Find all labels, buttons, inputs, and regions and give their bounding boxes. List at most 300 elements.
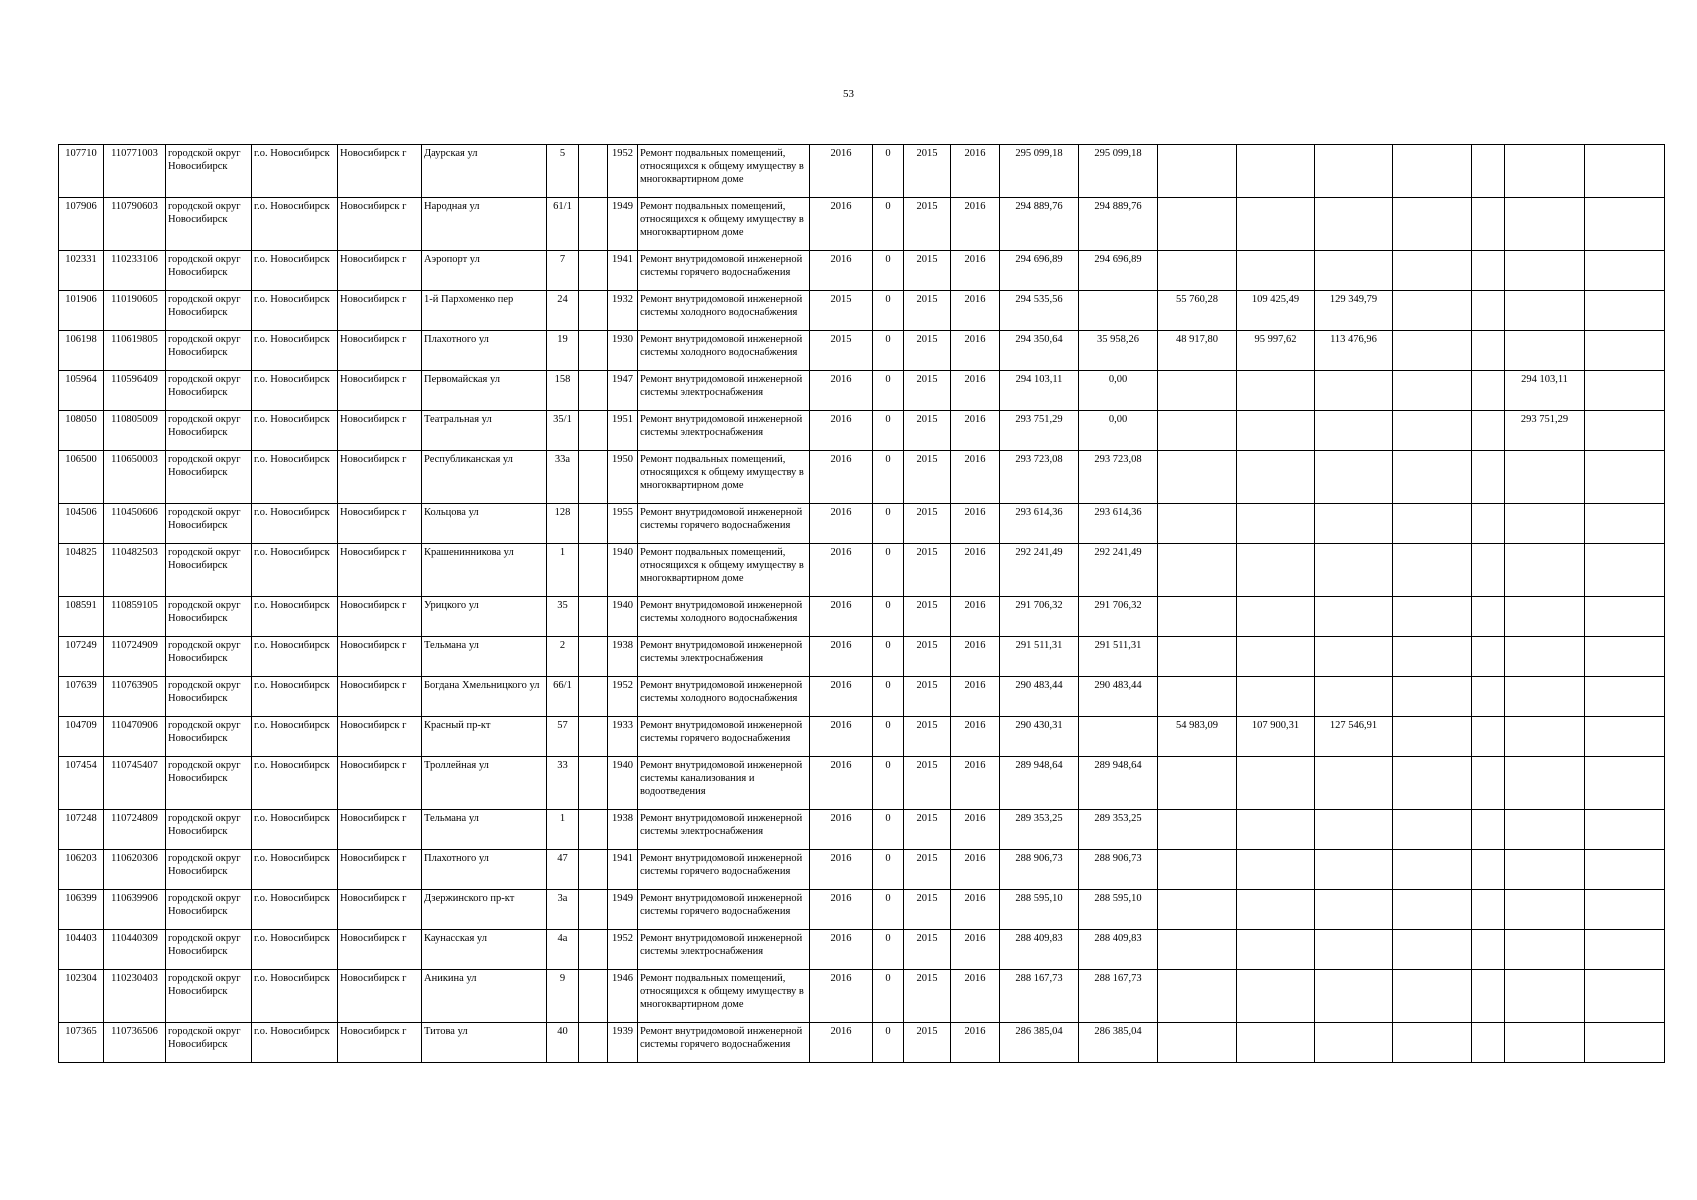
table-row	[59, 810, 1665, 850]
house-letter	[579, 717, 608, 757]
total-cost: 294 535,56	[1000, 291, 1079, 331]
city: Новосибирск г	[338, 371, 422, 411]
work-type: Ремонт внутридомовой инженерной системы электроснабжения	[638, 371, 810, 411]
municipality: городской округ Новосибирск	[166, 930, 252, 970]
settlement: г.о. Новосибирск	[252, 1023, 338, 1063]
object-code: 110596409	[104, 371, 166, 411]
object-code: 110745407	[104, 757, 166, 810]
end-year: 2016	[951, 677, 1000, 717]
table-row	[59, 637, 1665, 677]
cost-col-1: 289 948,64	[1079, 757, 1158, 810]
cost-col-5	[1393, 717, 1472, 757]
table-row	[59, 291, 1665, 331]
plan-year: 2016	[810, 970, 873, 1023]
work-type: Ремонт подвальных помещений, относящихся к общему имуществу в многоквартирном доме	[638, 970, 810, 1023]
house-number: 3а	[547, 890, 579, 930]
work-type: Ремонт внутридомовой инженерной системы горячего водоснабжения	[638, 1023, 810, 1063]
street: 1-й Пархоменко пер	[422, 291, 547, 331]
object-id: 107906	[59, 198, 104, 251]
cost-col-2	[1158, 504, 1237, 544]
table-row	[59, 717, 1665, 757]
municipality: городской округ Новосибирск	[166, 890, 252, 930]
cost-col-6	[1505, 637, 1585, 677]
municipality: городской округ Новосибирск	[166, 637, 252, 677]
cost-col-7	[1585, 544, 1665, 597]
object-id: 106500	[59, 451, 104, 504]
cost-col-2: 54 983,09	[1158, 717, 1237, 757]
cost-col-6	[1505, 850, 1585, 890]
object-id: 104403	[59, 930, 104, 970]
plan-year: 2016	[810, 1023, 873, 1063]
start-year: 2015	[904, 251, 951, 291]
house-number: 128	[547, 504, 579, 544]
object-id: 108050	[59, 411, 104, 451]
cost-col-7	[1585, 717, 1665, 757]
spacer-cell	[1472, 251, 1505, 291]
municipality: городской округ Новосибирск	[166, 145, 252, 198]
cost-col-7	[1585, 597, 1665, 637]
street: Красный пр-кт	[422, 717, 547, 757]
plan-year: 2016	[810, 145, 873, 198]
city: Новосибирск г	[338, 1023, 422, 1063]
flag-value: 0	[873, 544, 904, 597]
cost-col-1: 291 706,32	[1079, 597, 1158, 637]
street: Аникина ул	[422, 970, 547, 1023]
plan-year: 2016	[810, 810, 873, 850]
spacer-cell	[1472, 597, 1505, 637]
cost-col-3	[1237, 970, 1315, 1023]
plan-year: 2016	[810, 890, 873, 930]
cost-col-4	[1315, 637, 1393, 677]
start-year: 2015	[904, 198, 951, 251]
cost-col-3	[1237, 251, 1315, 291]
cost-col-6	[1505, 1023, 1585, 1063]
municipality: городской округ Новосибирск	[166, 544, 252, 597]
cost-col-6	[1505, 757, 1585, 810]
cost-col-4	[1315, 850, 1393, 890]
cost-col-1: 289 353,25	[1079, 810, 1158, 850]
cost-col-6	[1505, 717, 1585, 757]
house-number: 1	[547, 810, 579, 850]
house-number: 4а	[547, 930, 579, 970]
settlement: г.о. Новосибирск	[252, 717, 338, 757]
cost-col-2	[1158, 970, 1237, 1023]
settlement: г.о. Новосибирск	[252, 411, 338, 451]
municipality: городской округ Новосибирск	[166, 810, 252, 850]
object-id: 105964	[59, 371, 104, 411]
house-letter	[579, 291, 608, 331]
cost-col-4: 113 476,96	[1315, 331, 1393, 371]
cost-col-4	[1315, 145, 1393, 198]
spacer-cell	[1472, 930, 1505, 970]
work-type: Ремонт внутридомовой инженерной системы горячего водоснабжения	[638, 717, 810, 757]
table-row	[59, 890, 1665, 930]
table-body	[59, 145, 1665, 1063]
cost-col-4	[1315, 198, 1393, 251]
table-row	[59, 145, 1665, 198]
total-cost: 289 948,64	[1000, 757, 1079, 810]
cost-col-2	[1158, 145, 1237, 198]
total-cost: 289 353,25	[1000, 810, 1079, 850]
object-id: 104825	[59, 544, 104, 597]
work-type: Ремонт подвальных помещений, относящихся к общему имуществу в многоквартирном доме	[638, 145, 810, 198]
house-letter	[579, 890, 608, 930]
start-year: 2015	[904, 544, 951, 597]
house-letter	[579, 677, 608, 717]
start-year: 2015	[904, 970, 951, 1023]
end-year: 2016	[951, 890, 1000, 930]
work-type: Ремонт внутридомовой инженерной системы холодного водоснабжения	[638, 597, 810, 637]
city: Новосибирск г	[338, 145, 422, 198]
work-type: Ремонт внутридомовой инженерной системы горячего водоснабжения	[638, 251, 810, 291]
cost-col-1: 294 889,76	[1079, 198, 1158, 251]
cost-col-6	[1505, 504, 1585, 544]
total-cost: 294 696,89	[1000, 251, 1079, 291]
street: Троллейная ул	[422, 757, 547, 810]
cost-col-7	[1585, 810, 1665, 850]
plan-year: 2016	[810, 451, 873, 504]
object-code: 110724909	[104, 637, 166, 677]
total-cost: 288 409,83	[1000, 930, 1079, 970]
cost-col-1: 294 696,89	[1079, 251, 1158, 291]
cost-col-4	[1315, 251, 1393, 291]
total-cost: 288 906,73	[1000, 850, 1079, 890]
municipality: городской округ Новосибирск	[166, 291, 252, 331]
plan-year: 2016	[810, 544, 873, 597]
house-number: 47	[547, 850, 579, 890]
cost-col-5	[1393, 451, 1472, 504]
object-id: 107454	[59, 757, 104, 810]
end-year: 2016	[951, 371, 1000, 411]
cost-col-3	[1237, 890, 1315, 930]
total-cost: 293 614,36	[1000, 504, 1079, 544]
cost-col-1	[1079, 291, 1158, 331]
spacer-cell	[1472, 198, 1505, 251]
street: Крашенинникова ул	[422, 544, 547, 597]
start-year: 2015	[904, 371, 951, 411]
flag-value: 0	[873, 331, 904, 371]
end-year: 2016	[951, 810, 1000, 850]
street: Плахотного ул	[422, 331, 547, 371]
house-number: 7	[547, 251, 579, 291]
city: Новосибирск г	[338, 331, 422, 371]
street: Дзержинского пр-кт	[422, 890, 547, 930]
settlement: г.о. Новосибирск	[252, 850, 338, 890]
object-code: 110790603	[104, 198, 166, 251]
page-number: 53	[843, 88, 854, 100]
total-cost: 288 167,73	[1000, 970, 1079, 1023]
spacer-cell	[1472, 331, 1505, 371]
plan-year: 2016	[810, 597, 873, 637]
settlement: г.о. Новосибирск	[252, 544, 338, 597]
flag-value: 0	[873, 717, 904, 757]
cost-col-6	[1505, 930, 1585, 970]
cost-col-3	[1237, 810, 1315, 850]
start-year: 2015	[904, 890, 951, 930]
settlement: г.о. Новосибирск	[252, 757, 338, 810]
city: Новосибирск г	[338, 810, 422, 850]
house-number: 2	[547, 637, 579, 677]
street: Тельмана ул	[422, 637, 547, 677]
total-cost: 293 751,29	[1000, 411, 1079, 451]
object-code: 110763905	[104, 677, 166, 717]
cost-col-2	[1158, 890, 1237, 930]
city: Новосибирск г	[338, 251, 422, 291]
cost-col-2	[1158, 850, 1237, 890]
total-cost: 290 430,31	[1000, 717, 1079, 757]
cost-col-6	[1505, 291, 1585, 331]
object-code: 110771003	[104, 145, 166, 198]
build-year: 1939	[608, 1023, 638, 1063]
cost-col-4	[1315, 504, 1393, 544]
build-year: 1952	[608, 145, 638, 198]
cost-col-3	[1237, 930, 1315, 970]
cost-col-2	[1158, 810, 1237, 850]
object-code: 110619805	[104, 331, 166, 371]
cost-col-5	[1393, 198, 1472, 251]
cost-col-4	[1315, 1023, 1393, 1063]
cost-col-4	[1315, 371, 1393, 411]
city: Новосибирск г	[338, 850, 422, 890]
cost-col-7	[1585, 757, 1665, 810]
cost-col-2	[1158, 1023, 1237, 1063]
street: Народная ул	[422, 198, 547, 251]
municipality: городской округ Новосибирск	[166, 251, 252, 291]
cost-col-5	[1393, 757, 1472, 810]
object-code: 110190605	[104, 291, 166, 331]
cost-col-3	[1237, 145, 1315, 198]
object-id: 107710	[59, 145, 104, 198]
start-year: 2015	[904, 637, 951, 677]
street: Плахотного ул	[422, 850, 547, 890]
cost-col-3	[1237, 757, 1315, 810]
settlement: г.о. Новосибирск	[252, 890, 338, 930]
cost-col-3	[1237, 637, 1315, 677]
build-year: 1950	[608, 451, 638, 504]
object-id: 104506	[59, 504, 104, 544]
cost-col-4	[1315, 411, 1393, 451]
cost-col-5	[1393, 504, 1472, 544]
object-code: 110440309	[104, 930, 166, 970]
spacer-cell	[1472, 970, 1505, 1023]
flag-value: 0	[873, 677, 904, 717]
street: Богдана Хмельницкого ул	[422, 677, 547, 717]
flag-value: 0	[873, 850, 904, 890]
flag-value: 0	[873, 371, 904, 411]
city: Новосибирск г	[338, 451, 422, 504]
plan-year: 2016	[810, 251, 873, 291]
work-type: Ремонт подвальных помещений, относящихся к общему имуществу в многоквартирном доме	[638, 544, 810, 597]
cost-col-3: 95 997,62	[1237, 331, 1315, 371]
cost-col-5	[1393, 890, 1472, 930]
cost-col-4	[1315, 970, 1393, 1023]
cost-col-2: 48 917,80	[1158, 331, 1237, 371]
cost-col-7	[1585, 331, 1665, 371]
settlement: г.о. Новосибирск	[252, 145, 338, 198]
table-row	[59, 251, 1665, 291]
object-code: 110724809	[104, 810, 166, 850]
object-id: 104709	[59, 717, 104, 757]
object-code: 110230403	[104, 970, 166, 1023]
object-id: 108591	[59, 597, 104, 637]
cost-col-7	[1585, 451, 1665, 504]
cost-col-1: 288 906,73	[1079, 850, 1158, 890]
end-year: 2016	[951, 145, 1000, 198]
end-year: 2016	[951, 451, 1000, 504]
start-year: 2015	[904, 145, 951, 198]
house-letter	[579, 930, 608, 970]
object-id: 102304	[59, 970, 104, 1023]
house-letter	[579, 970, 608, 1023]
municipality: городской округ Новосибирск	[166, 451, 252, 504]
house-letter	[579, 597, 608, 637]
cost-col-2	[1158, 198, 1237, 251]
work-type: Ремонт подвальных помещений, относящихся к общему имуществу в многоквартирном доме	[638, 198, 810, 251]
house-letter	[579, 251, 608, 291]
total-cost: 286 385,04	[1000, 1023, 1079, 1063]
end-year: 2016	[951, 717, 1000, 757]
city: Новосибирск г	[338, 717, 422, 757]
cost-col-5	[1393, 544, 1472, 597]
table-row	[59, 544, 1665, 597]
house-number: 40	[547, 1023, 579, 1063]
house-number: 9	[547, 970, 579, 1023]
start-year: 2015	[904, 930, 951, 970]
cost-col-7	[1585, 850, 1665, 890]
house-letter	[579, 504, 608, 544]
cost-col-6	[1505, 544, 1585, 597]
end-year: 2016	[951, 198, 1000, 251]
street: Аэропорт ул	[422, 251, 547, 291]
cost-col-6: 293 751,29	[1505, 411, 1585, 451]
cost-col-5	[1393, 850, 1472, 890]
flag-value: 0	[873, 411, 904, 451]
street: Первомайская ул	[422, 371, 547, 411]
end-year: 2016	[951, 970, 1000, 1023]
city: Новосибирск г	[338, 291, 422, 331]
cost-col-3	[1237, 371, 1315, 411]
cost-col-7	[1585, 145, 1665, 198]
cost-col-6	[1505, 890, 1585, 930]
plan-year: 2016	[810, 504, 873, 544]
house-number: 33а	[547, 451, 579, 504]
object-code: 110482503	[104, 544, 166, 597]
flag-value: 0	[873, 145, 904, 198]
build-year: 1938	[608, 810, 638, 850]
city: Новосибирск г	[338, 411, 422, 451]
house-number: 5	[547, 145, 579, 198]
build-year: 1940	[608, 597, 638, 637]
build-year: 1946	[608, 970, 638, 1023]
flag-value: 0	[873, 198, 904, 251]
spacer-cell	[1472, 717, 1505, 757]
repair-schedule-table	[58, 144, 1665, 1063]
end-year: 2016	[951, 504, 1000, 544]
end-year: 2016	[951, 251, 1000, 291]
work-type: Ремонт внутридомовой инженерной системы электроснабжения	[638, 411, 810, 451]
cost-col-1: 288 595,10	[1079, 890, 1158, 930]
build-year: 1933	[608, 717, 638, 757]
end-year: 2016	[951, 411, 1000, 451]
cost-col-5	[1393, 371, 1472, 411]
cost-col-4	[1315, 544, 1393, 597]
work-type: Ремонт подвальных помещений, относящихся к общему имуществу в многоквартирном доме	[638, 451, 810, 504]
total-cost: 288 595,10	[1000, 890, 1079, 930]
cost-col-3	[1237, 597, 1315, 637]
cost-col-2	[1158, 371, 1237, 411]
cost-col-7	[1585, 504, 1665, 544]
spacer-cell	[1472, 544, 1505, 597]
municipality: городской округ Новосибирск	[166, 757, 252, 810]
build-year: 1940	[608, 757, 638, 810]
house-number: 57	[547, 717, 579, 757]
flag-value: 0	[873, 251, 904, 291]
start-year: 2015	[904, 850, 951, 890]
table-row	[59, 970, 1665, 1023]
end-year: 2016	[951, 637, 1000, 677]
house-number: 66/1	[547, 677, 579, 717]
cost-col-3	[1237, 198, 1315, 251]
total-cost: 291 706,32	[1000, 597, 1079, 637]
cost-col-3	[1237, 451, 1315, 504]
cost-col-2	[1158, 930, 1237, 970]
total-cost: 294 103,11	[1000, 371, 1079, 411]
start-year: 2015	[904, 597, 951, 637]
house-letter	[579, 451, 608, 504]
cost-col-6	[1505, 198, 1585, 251]
cost-col-1: 0,00	[1079, 411, 1158, 451]
total-cost: 294 889,76	[1000, 198, 1079, 251]
end-year: 2016	[951, 850, 1000, 890]
street: Титова ул	[422, 1023, 547, 1063]
settlement: г.о. Новосибирск	[252, 331, 338, 371]
cost-col-3	[1237, 677, 1315, 717]
work-type: Ремонт внутридомовой инженерной системы горячего водоснабжения	[638, 890, 810, 930]
plan-year: 2016	[810, 677, 873, 717]
end-year: 2016	[951, 1023, 1000, 1063]
municipality: городской округ Новосибирск	[166, 717, 252, 757]
cost-col-1: 0,00	[1079, 371, 1158, 411]
cost-col-3	[1237, 504, 1315, 544]
total-cost: 293 723,08	[1000, 451, 1079, 504]
city: Новосибирск г	[338, 198, 422, 251]
house-letter	[579, 544, 608, 597]
object-id: 107248	[59, 810, 104, 850]
object-id: 107365	[59, 1023, 104, 1063]
street: Театральная ул	[422, 411, 547, 451]
settlement: г.о. Новосибирск	[252, 198, 338, 251]
work-type: Ремонт внутридомовой инженерной системы электроснабжения	[638, 637, 810, 677]
settlement: г.о. Новосибирск	[252, 930, 338, 970]
table-row	[59, 451, 1665, 504]
spacer-cell	[1472, 757, 1505, 810]
build-year: 1952	[608, 677, 638, 717]
plan-year: 2016	[810, 850, 873, 890]
object-code: 110650003	[104, 451, 166, 504]
municipality: городской округ Новосибирск	[166, 850, 252, 890]
object-id: 106399	[59, 890, 104, 930]
cost-col-6	[1505, 251, 1585, 291]
city: Новосибирск г	[338, 637, 422, 677]
cost-col-5	[1393, 251, 1472, 291]
end-year: 2016	[951, 757, 1000, 810]
cost-col-7	[1585, 930, 1665, 970]
spacer-cell	[1472, 504, 1505, 544]
total-cost: 291 511,31	[1000, 637, 1079, 677]
city: Новосибирск г	[338, 677, 422, 717]
start-year: 2015	[904, 717, 951, 757]
cost-col-4	[1315, 597, 1393, 637]
